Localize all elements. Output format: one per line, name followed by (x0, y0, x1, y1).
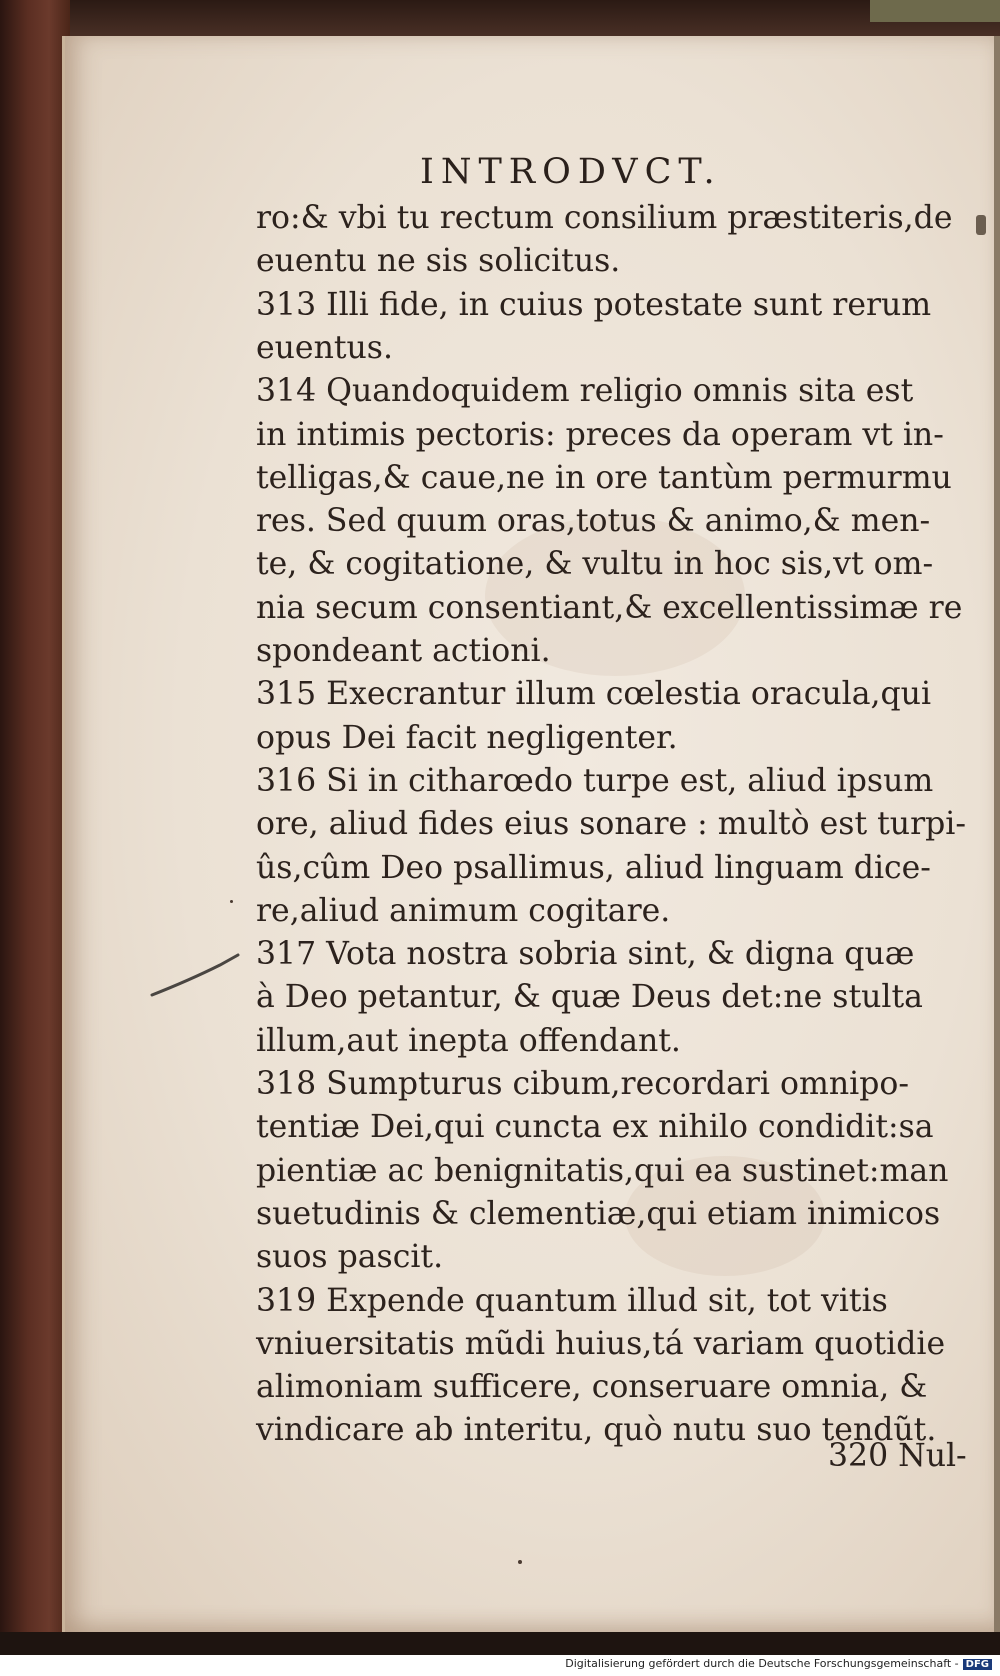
text-line: ro:& vbi tu rectum consilium præstiteris,de (256, 200, 953, 236)
ink-dot (518, 1560, 522, 1564)
text-line: telligas,& caue,ne in ore tantùm permurmu (256, 459, 952, 496)
scan-bottom-edge (0, 1632, 1000, 1655)
text-line: suos pascit. (256, 1239, 444, 1276)
text-line: 314 Quandoquidem religio omnis sita est (256, 373, 914, 410)
text-line: 319 Expende quantum illud sit, tot vitis (256, 1282, 888, 1319)
text-line: 313 Illi fide, in cuius potestate sunt rerum (256, 286, 932, 323)
text-line: te, & cogitatione, & vultu in hoc sis,vt om- (256, 546, 934, 583)
text-line: spondeant actioni. (256, 633, 551, 669)
text-line: re,aliud animum cogitare. (256, 892, 671, 929)
text-line: 316 Si in citharœdo turpe est, aliud ipsum (256, 762, 934, 799)
credit-text: Digitalisierung gefördert durch die Deutsche Forschungsgemeinschaft - (565, 1657, 959, 1670)
text-line: vindicare ab interitu, quò nutu suo tendũt. (256, 1412, 937, 1449)
text-line: ore, aliud fides eius sonare : multò est turpi- (256, 806, 967, 843)
binding-top-edge (0, 0, 1000, 38)
text-line: illum,aut inepta offendant. (256, 1022, 681, 1059)
pencil-mark-icon (150, 945, 250, 1005)
text-line: euentus. (256, 329, 393, 366)
text-line: in intimis pectoris: preces da operam vt in- (256, 416, 944, 453)
dfg-logo: DFG (963, 1659, 992, 1670)
text-line: nia secum consentiant,& excellentissimæ re (256, 589, 963, 626)
binding-left-edge (0, 0, 70, 1655)
text-line: 318 Sumpturus cibum,recordari omnipo- (256, 1066, 909, 1102)
page-fore-edge (994, 36, 1000, 1632)
running-head: INTRODVCT. (420, 152, 722, 192)
text-line: à Deo petantur, & quæ Deus det:ne stulta (256, 979, 923, 1016)
digitization-credit (565, 1657, 992, 1670)
text-line: tentiæ Dei,qui cuncta ex nihilo condidit:sa (256, 1109, 934, 1146)
text-line: ûs,cûm Deo psallimus, aliud linguam dice- (256, 849, 931, 886)
binding-top-right-edge (870, 0, 1000, 22)
text-line: 317 Vota nostra sobria sint, & digna quæ (256, 936, 915, 973)
text-line: suetudinis & clementiæ,qui etiam inimicos (256, 1195, 941, 1232)
text-line: vniuersitatis mũdi huius,tá variam quotidie (256, 1325, 946, 1362)
text-line: res. Sed quum oras,totus & animo,& men- (256, 503, 931, 540)
text-line: opus Dei facit negligenter. (256, 719, 678, 756)
text-line: euentu ne sis solicitus. (256, 243, 621, 280)
text-line: alimoniam sufficere, conseruare omnia, & (256, 1369, 928, 1406)
edge-tab (976, 215, 986, 235)
ink-dot (230, 900, 233, 903)
catchword: 320 Nul- (828, 1438, 967, 1474)
text-line: pientiæ ac benignitatis,qui ea sustinet:man (256, 1152, 949, 1189)
text-line: 315 Execrantur illum cœlestia oracula,qui (256, 676, 932, 713)
